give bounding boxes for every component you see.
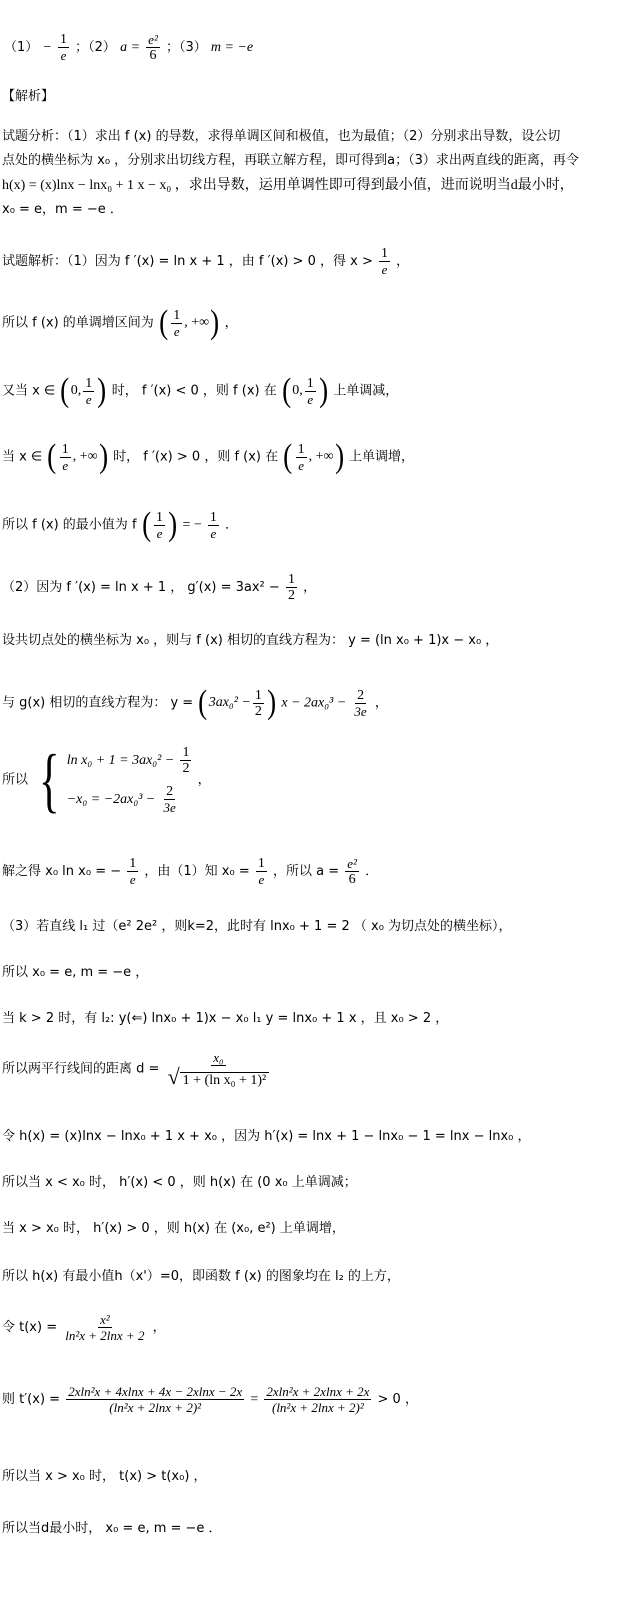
step-9-text: 所以 <box>2 772 29 788</box>
row-2-expr: −x₀ = −2ax₀³ − <box>66 792 156 807</box>
fraction-denominator: e <box>129 872 136 887</box>
argument-bracket <box>141 508 179 542</box>
interval-start: 0, <box>70 383 82 398</box>
left-paren-icon: ( <box>60 372 70 409</box>
step-5-text: 所以 f (x) 的最小值为 f <box>2 517 137 533</box>
step-4-end: 上单调增， <box>348 449 414 465</box>
step-10-mid-2: ，所以 a = <box>273 864 340 879</box>
solution-step-22: 所以当d最小时， x₀ = e, m = −e ． <box>2 1521 222 1536</box>
step-4-fraction <box>60 442 71 473</box>
step-8-rest: x − 2ax₀³ − <box>281 695 347 711</box>
radical-icon: √ <box>167 1064 180 1089</box>
interval-rest: , +∞ <box>184 315 210 330</box>
row-1-fraction <box>180 745 191 776</box>
fraction-denominator: e <box>173 323 180 339</box>
sqrt-expression <box>166 1066 272 1088</box>
solution-step-3 <box>2 374 398 408</box>
analysis-line-2: 点处的横坐标为 x₀ ，分别求出切线方程，再联立解方程，即可得到a；（3）求出两直线的距离，再令 <box>2 153 579 168</box>
step-1-text: 试题解析：（1）因为 f ′(x) = ln x + 1 ，由 f ′(x) > 0 ，得 x > <box>2 254 373 269</box>
step-2-end: ， <box>224 315 238 331</box>
fraction-denominator: 2 <box>287 588 295 603</box>
fraction-numerator: e² <box>347 856 357 871</box>
solution-step-19 <box>2 1312 166 1343</box>
step-4-mid: 时， f ′(x) > 0 ，则 f (x) 在 <box>113 449 279 465</box>
analysis-line-1: 试题分析：（1）求出 f (x) 的导数，求得单调区间和极值，也为最值；（2）分别求出导数，设公切 <box>2 129 561 144</box>
fraction-denominator: e <box>381 262 388 277</box>
left-brace-icon: { <box>39 740 60 820</box>
fraction-denominator: e <box>258 872 265 887</box>
step-6-fraction <box>286 572 297 603</box>
interval-bracket <box>282 440 345 474</box>
interval-bracket <box>281 374 329 408</box>
analysis-line-4: x₀ = e，m = −e ． <box>2 202 123 217</box>
fraction-numerator: 2xln²x + 4xlnx + 4x − 2xlnx − 2x <box>68 1384 243 1399</box>
solution-step-17: 当 x > x₀ 时， h′(x) > 0 ，则 h(x) 在 (x₀, e²) 上单调增， <box>2 1221 345 1236</box>
solution-step-5 <box>2 508 238 542</box>
solution-step-1 <box>2 246 409 277</box>
solution-step-13: 当 k > 2 时，有 l₂: y(⇐) lnx₀ + 1)x − x₀ l₁ y = lnx₀ + 1 x ，且 x₀ > 2 ， <box>2 1011 449 1026</box>
step-5-result <box>208 510 219 541</box>
fraction-denominator: e <box>60 48 67 63</box>
right-paren-icon: ) <box>318 372 328 409</box>
answer-2-var: a = <box>120 40 141 55</box>
solution-step-7: 设共切点处的横坐标为 x₀ ，则与 f (x) 相切的直线方程为： y = (ln x₀ + 1)x − x₀ ， <box>2 633 499 648</box>
distance-fraction <box>166 1050 272 1088</box>
fraction-numerator: 1 <box>156 509 163 525</box>
step-8-inner: 3ax₀² − <box>208 695 251 710</box>
equation-system <box>32 740 193 820</box>
step-3-end: 上单调减， <box>333 383 399 399</box>
step-14-text: 所以两平行线间的距离 d = <box>2 1061 160 1077</box>
answer-3-label: ；（3） <box>165 40 207 55</box>
fraction-denominator: e <box>307 391 314 407</box>
interval-bracket <box>46 440 109 474</box>
fraction-denominator: 3e <box>354 703 367 719</box>
solution-step-18: 所以 h(x) 有最小值h（x'）=0，即函数 f (x) 的图象均在 l₂ 的上方， <box>2 1269 400 1284</box>
step-8-fraction-2 <box>352 688 368 719</box>
fraction-numerator: 1 <box>60 32 68 47</box>
fraction-denominator: 3e <box>163 800 176 815</box>
t-function-fraction <box>63 1312 146 1343</box>
fraction-denominator: (ln²x + 2lnx + 2)² <box>109 1400 202 1415</box>
fraction-numerator: 1 <box>306 375 314 391</box>
answer-3-expr: m = −e <box>210 40 254 55</box>
solution-step-21: 所以当 x > x₀ 时， t(x) > t(x₀) ， <box>2 1469 207 1484</box>
answer-1-sign: − <box>42 40 52 55</box>
step-10-fraction <box>127 856 138 887</box>
solution-step-2 <box>2 306 238 340</box>
fraction-denominator: 2 <box>254 703 262 719</box>
step-1-end: ， <box>396 254 410 269</box>
fraction-numerator: 1 <box>209 509 217 525</box>
step-10-mid: ，由（1）知 x₀ = <box>144 864 250 879</box>
step-10-fraction-3 <box>345 856 359 887</box>
step-5-end: ． <box>225 517 239 533</box>
step-3-text: 又当 x ∈ <box>2 383 56 399</box>
right-paren-icon: ) <box>210 304 220 341</box>
right-paren-icon: ) <box>168 506 178 543</box>
interval-rest: , +∞ <box>308 449 334 464</box>
fraction-numerator: 2xln²x + 2xlnx + 2x <box>266 1384 370 1399</box>
step-2-fraction <box>171 308 182 339</box>
solution-step-20 <box>2 1384 418 1415</box>
answers-line <box>4 32 253 63</box>
fraction-numerator: 1 <box>182 745 190 760</box>
step-20-end: > 0 ， <box>377 1392 418 1407</box>
analysis-heading: 【解析】 <box>2 89 55 104</box>
answer-1-fraction <box>58 32 69 63</box>
step-20-text: 则 t′(x) = <box>2 1392 61 1407</box>
row-2-fraction <box>162 784 178 815</box>
answer-2-label: ；（2） <box>75 40 116 55</box>
step-8-end: ， <box>374 695 388 711</box>
fraction-numerator: 1 <box>61 441 69 457</box>
analysis-line-3: h(x) = (x)lnx − lnx₀ + 1 x − x₀ ，求出导数，运用单调性即可得到最小值，进而说明当d最小时， <box>2 178 574 193</box>
left-paren-icon: ( <box>282 372 292 409</box>
fraction-numerator: 1 <box>380 246 388 261</box>
solution-step-11: （3）若直线 l₁ 过（e² 2e² ，则k=2，此时有 lnx₀ + 1 = 2 （ x₀ 为切点处的横坐标）， <box>2 919 512 934</box>
right-paren-icon: ) <box>98 438 108 475</box>
fraction-denominator: e <box>62 457 69 473</box>
fraction-numerator: 1 <box>173 307 181 323</box>
fraction-numerator: x₀ <box>213 1050 224 1065</box>
solution-step-8 <box>2 686 388 720</box>
step-19-text: 令 t(x) = <box>2 1320 58 1335</box>
interval-start: 0, <box>292 383 303 398</box>
step-10-text: 解之得 x₀ ln x₀ = − <box>2 864 122 879</box>
step-8-fraction <box>253 688 264 719</box>
step-5-eq: = − <box>182 517 202 533</box>
step-3-fraction-2 <box>305 376 316 407</box>
fraction-numerator: e² <box>148 32 158 47</box>
answer-1-label: （1） <box>4 40 39 55</box>
left-paren-icon: ( <box>198 684 208 721</box>
fraction-numerator: 1 <box>85 375 93 391</box>
step-10-end: ． <box>365 864 379 879</box>
step-3-mid: 时， f ′(x) < 0 ，则 f (x) 在 <box>111 383 277 399</box>
fraction-denominator: e <box>156 525 163 541</box>
system-row-1 <box>67 745 194 776</box>
solution-step-9 <box>2 740 211 820</box>
solution-step-15: 令 h(x) = (x)lnx − lnx₀ + 1 x + x₀ ，因为 h′(x) = lnx + 1 − lnx₀ − 1 = lnx − lnx₀ ， <box>2 1129 531 1144</box>
fraction-numerator: 2 <box>166 784 174 799</box>
step-10-fraction-2 <box>256 856 267 887</box>
solution-step-10 <box>2 856 378 887</box>
derivative-fraction-1 <box>66 1384 244 1415</box>
left-paren-icon: ( <box>47 438 57 475</box>
step-6-text: （2）因为 f ′(x) = ln x + 1 ， g′(x) = 3ax² − <box>2 580 280 595</box>
step-19-end: ， <box>152 1320 166 1335</box>
right-paren-icon: ) <box>267 684 277 721</box>
fraction-denominator: e <box>298 457 304 473</box>
step-4-fraction-2 <box>296 442 307 473</box>
radicand: 1 + (ln x₀ + 1)² <box>180 1072 270 1088</box>
step-4-text: 当 x ∈ <box>2 449 43 465</box>
solution-step-14 <box>2 1050 273 1088</box>
interval-bracket <box>59 374 107 408</box>
interval-bracket <box>158 306 221 340</box>
step-20-eq: = <box>250 1392 259 1407</box>
right-paren-icon: ) <box>97 372 107 409</box>
interval-rest: , +∞ <box>72 449 98 464</box>
step-1-fraction <box>379 246 390 277</box>
fraction-denominator: 6 <box>348 872 356 887</box>
derivative-fraction-2 <box>264 1384 371 1415</box>
fraction-numerator: 1 <box>257 856 265 871</box>
fraction-numerator: 1 <box>297 441 305 457</box>
fraction-denominator: e <box>85 391 92 407</box>
step-3-fraction <box>83 376 94 407</box>
left-paren-icon: ( <box>141 506 151 543</box>
fraction-denominator: ln²x + 2lnx + 2 <box>65 1328 145 1343</box>
fraction-denominator: e <box>210 525 217 541</box>
solution-step-16: 所以当 x < x₀ 时， h′(x) < 0 ，则 h(x) 在 (0 x₀ 上单调减； <box>2 1175 357 1190</box>
system-row-2 <box>67 784 194 815</box>
step-2-text: 所以 f (x) 的单调增区间为 <box>2 315 154 331</box>
step-8-text: 与 g(x) 相切的直线方程为： y = <box>2 695 194 711</box>
fraction-numerator: 2 <box>357 687 365 703</box>
fraction-denominator: 2 <box>182 761 190 776</box>
fraction-numerator: 1 <box>287 572 295 587</box>
step-9-end: ， <box>197 772 211 788</box>
answer-2-fraction <box>146 32 160 63</box>
solution-step-12: 所以 x₀ = e, m = −e ， <box>2 965 149 980</box>
fraction-numerator: x² <box>100 1312 110 1327</box>
fraction-denominator: (ln²x + 2lnx + 2)² <box>271 1400 364 1415</box>
row-1-expr: ln x₀ + 1 = 3ax₀² − <box>66 753 175 768</box>
fraction-denominator: 6 <box>149 48 157 63</box>
coefficient-bracket <box>197 686 277 720</box>
step-6-end: ， <box>303 580 317 595</box>
left-paren-icon: ( <box>283 438 293 475</box>
right-paren-icon: ) <box>334 438 344 475</box>
step-5-fraction <box>154 510 165 541</box>
fraction-numerator: 1 <box>129 856 137 871</box>
fraction-numerator: 1 <box>254 687 262 703</box>
solution-step-6 <box>2 572 316 603</box>
left-paren-icon: ( <box>159 304 169 341</box>
solution-step-4 <box>2 440 414 474</box>
